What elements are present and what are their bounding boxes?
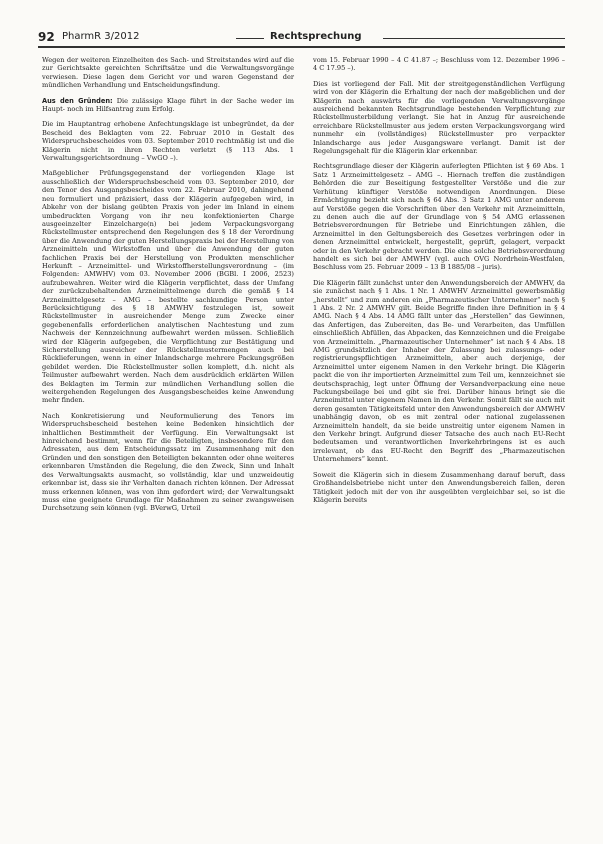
header-rule-left: [236, 38, 264, 39]
paragraph: vom 15. Februar 1990 – 4 C 41.87 –; Beschluss vom 12. Dezember 1996 – 4 C 17.95 –).: [313, 56, 565, 73]
right-column: [313, 56, 565, 511]
left-column: [42, 56, 294, 520]
header-rule: [38, 46, 565, 48]
paragraph: Rechtsgrundlage dieser der Klägerin auferlegten Pflichten ist § 69 Abs. 1 Satz 1 Arzneimittelgesetz – AMG –. Hiernach treffen die zuständigen Behörden die zur Beseitigung festgestellter Verstöße und die zur Verhütung künftiger Verstöße notwendigen Anordnungen. Diese Ermächtigung bezieht sich nach § 64 Abs. 3 Satz 1 AMG unter anderem auf Verstöße gegen die Vorschriften über den Verkehr mit Arzneimitteln, zu denen auch die auf der Grundlage von § 54 AMG erlassenen Betriebsverordnungen für Betriebe und Einrichtungen zählen, die Arzneimittel in den Geltungsbereich des Gesetzes verbringen oder in denen Arzneimittel entwickelt, hergestellt, geprüft, gelagert, verpackt oder in den Verkehr gebracht werden. Die eine solche Betriebsverordnung handelt es sich bei der AMWHV (vgl. auch OVG Nordrhein-Westfalen, Beschluss vom 25. Februar 2009 – 13 B 1885/08 – juris).: [313, 162, 565, 272]
page-header: [38, 30, 565, 48]
paragraph: [42, 97, 294, 114]
paragraph-text: Die zulässige Klage führt in der Sache weder im Haupt- noch im Hilfsantrag zum Erfolg.: [42, 96, 294, 114]
paragraph: Soweit die Klägerin sich in diesem Zusammenhang darauf beruft, dass Großhandelsbetriebe nicht unter den Anwendungsbereich fallen, deren Tätigkeit jedoch mit der von ihr ausgeübten vergleichbar sei, so ist die Klägerin bereits: [313, 470, 565, 504]
paragraph: Die im Hauptantrag erhobene Anfechtungsklage ist unbegründet, da der Bescheid des Beklagten vom 22. Februar 2010 in Gestalt des Widerspruchsbescheides vom 03. September 2010 rechtmäßig ist und die Klägerin nicht in ihren Rechten verletzt (§ 113 Abs. 1 Verwaltungsgerichtsordnung – VwGO –).: [42, 120, 294, 163]
paragraph: Nach Konkretisierung und Neuformulierung des Tenors im Widerspruchsbescheid bestehen keine Bedenken hinsichtlich der inhaltlichen Bestimmtheit der Verfügung. Ein Verwaltungsakt ist hinreichend bestimmt, wenn für die Beteiligten, insbesondere für den Adressaten, aus dem Entscheidungssatz im Zusammenhang mit den Gründen und den sonstigen den Beteiligten bekannten oder ohne weiteres erkennbaren Umständen die Regelung, die den Zweck, Sinn und Inhalt des Verwaltungsakts ausmacht, so vollständig, klar und unzweideutig erkennbar ist, dass sie ihr Verhalten danach richten können. Der Adressat muss erkennen können, was von ihm gefordert wird; der Verwaltungsakt muss eine geeignete Grundlage für Maßnahmen zu seiner zwangsweisen Durchsetzung sein können (vgl. BVerwG, Urteil: [42, 411, 294, 513]
paragraph: Maßgeblicher Prüfungsgegenstand der vorliegenden Klage ist ausschließlich der Widerspruchsbescheid vom 03. September 2010, der den Tenor des Ausgangsbescheides vom 22. Februar 2010, dahingehend neu formuliert und präzisiert, dass der Klägerin aufgegeben wird, in Abkehr von der bislang geübten Praxis von jeder im Inland in einem umbedruckten Vorgang von ihr neu konfektionierten Charge ausgeeinzelter Einzelcharge(n) bei jedem Verpackungsvorgang Rückstellmuster entsprechend den Regelungen des § 18 der Verordnung über die Anwendung der guten Herstellungspraxis bei der Herstellung von Arzneimitteln und Wirkstoffen und über die Anwendung der guten fachlichen Praxis bei der Herstellung von Produkten menschlicher Herkunft – Arzneimittel- und Wirkstoffherstellungsverordnung – (im Folgenden: AMWHV) vom 03. November 2006 (BGBl. I 2006, 2523) aufzubewahren. Weiter wird die Klägerin verpflichtet, dass der Umfang der zurückzubehaltenden Arzneimittelmenge durch die gemäß § 14 Arzneimittelgesetz – AMG – bestellte sachkundige Person unter Berücksichtigung des § 18 AMWHV festzulegen ist, soweit Rückstellmuster in ausreichender Menge zum Zwecke einer gegebenenfalls erforderlichen analytischen Nachtestung und zum Nachweis der Kennzeichnung aufbewahrt werden müssen. Schließlich wird der Klägerin aufgegeben, die Verpflichtung zur Bestätigung und Sicherstellung ausreicher der Rückstellmustermengen auch bei Rücklieferungen, wenn in einer Inlandscharge mehrere Packungsgrößen gebildet werden. Die Rückstellmuster sollen komplett, d.h. nicht als Teilmuster aufbewahrt werden. Nach dem ausdrücklich erklärten Willen des Beklagten im Termin zur mündlichen Verhandlung sollen die weitergehenden Regelungen des Ausgangsbescheides keine Anwendung mehr finden.: [42, 169, 294, 405]
reasons-heading: Aus den Gründen:: [42, 96, 113, 105]
paragraph: Die Klägerin fällt zunächst unter den Anwendungsbereich der AMWHV, da sie zunächst nach § 1 Abs. 1 Nr. 1 AMWHV Arzneimittel gewerbsmäßig „herstellt“ und zum anderen ein „Pharmazeutischer Unternehmer“ nach § 1 Abs. 2 Nr. 2 AMWHV gilt. Beide Begriffe finden ihre Definition in § 4 AMG. Nach § 4 Abs. 14 AMG fällt unter das „Herstellen“ das Gewinnen, das Anfertigen, das Zubereiten, das Be- und Verarbeiten, das Umfüllen einschließlich Abfüllen, das Abpacken, das Kennzeichnen und die Freigabe von Arzneimitteln. „Pharmazeutischer Unternehmer“ ist nach § 4 Abs. 18 AMG grundsätzlich der Inhaber der Zulassung bei zulassungs- oder registrierungspflichtigen Arzneimitteln, aber auch derjenige, der Arzneimittel unter eigenem Namen in den Verkehr bringt. Die Klägerin packt die von ihr importierten Arzneimittel zum Teil um, kennzeichnet sie deutschsprachig, legt unter Öffnung der Versandverpackung eine neue Packungsbeilage bei und gibt sie frei. Darüber hinaus bringt sie die Arzneimittel unter eigenem Namen in den Verkehr. Somit fällt sie auch mit deren gesamten Tätigkeitsfeld unter den Anwendungsbereich der AMWHV unabhängig davon, ob es mit zentral oder national zugelassenen Arzneimitteln handelt, da sie beide unstreitig unter eigenem Namen in den Verkehr bringt. Aufgrund dieser Tatsache des auch nach EU-Recht bedeutsamen und verantwortlichen Inverkehrbringens ist es auch irrelevant, ob das EU-Recht den Begriff des „Pharmazeutischen Unternehmers“ kennt.: [313, 278, 565, 464]
paragraph: Dies ist vorliegend der Fall. Mit der streitgegenständlichen Verfügung wird von der Klägerin die Erhaltung der nach der maßgeblichen und der Klägerin nach auswärts für die vorliegenden Verwaltungsvorgänge ausreichend bekannten Rechtsgrundlage bestehenden Verpflichtung zur Rückstellmusterbildung verlangt. Sie hat in Anzug für ausreichende erreichbare Rückstellmuster aus jedem ersten Verpackungsvorgang wird nunmehr ein (vollständiges) Rückstellmuster pro verpackter Inlandscharge aus jeder Ausgangsware verlangt. Damit ist der Regelungsgehalt für die Klägerin klar erkennbar.: [313, 79, 565, 156]
section-title: Rechtsprechung: [270, 31, 362, 42]
header-rule-right: [383, 38, 565, 39]
page-number: 92: [38, 30, 55, 44]
paragraph: Wegen der weiteren Einzelheiten des Sach- und Streitstandes wird auf die zur Gerichtsakte gereichten Schriftsätze und die Verwaltungsvorgänge verwiesen. Diese lagen dem Gericht vor und waren Gegenstand der mündlichen Verhandlung und Entscheidungsfindung.: [42, 56, 294, 90]
journal-citation: PharmR 3/2012: [62, 31, 140, 42]
